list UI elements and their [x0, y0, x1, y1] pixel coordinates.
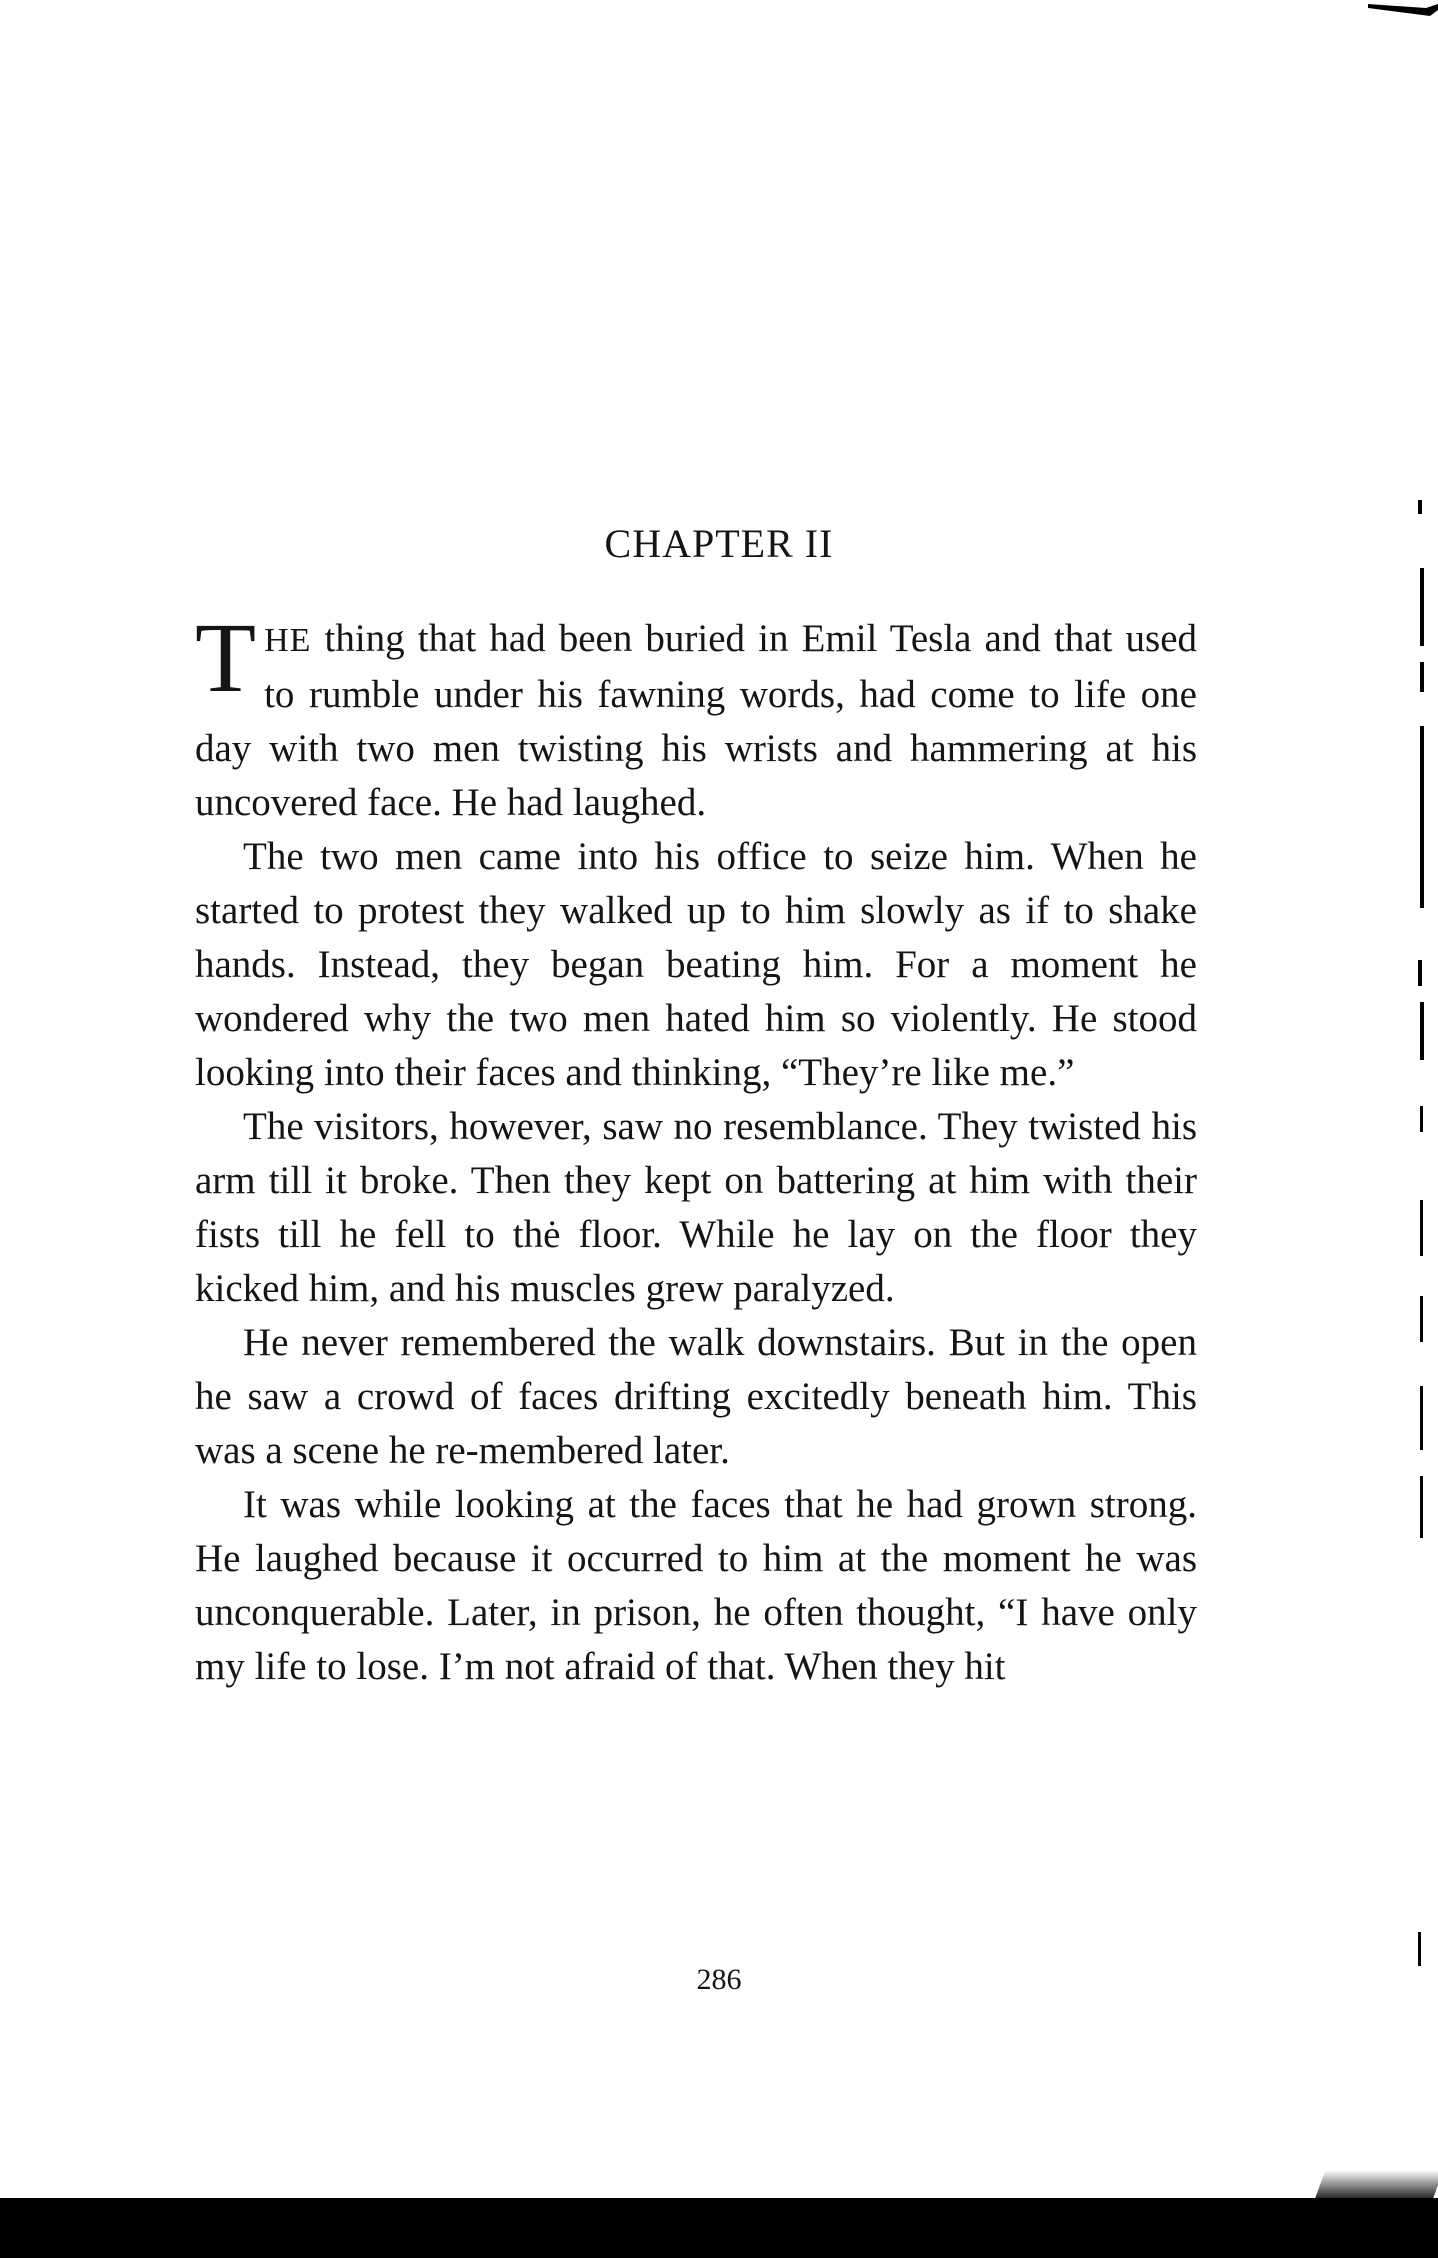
edge-scan-mark [1420, 726, 1424, 908]
chapter-body-text [195, 602, 1197, 1694]
edge-scan-mark [1420, 1386, 1423, 1450]
paragraph-text: thing that had been buried in Emil Tesla and that used to rumble under his fawning words, had come to life one day with two men twisting his wrists and hammering at his uncovered face. He had laughed. [195, 617, 1197, 824]
scan-bottom-edge [0, 2198, 1438, 2258]
edge-scan-mark [1420, 568, 1424, 646]
drop-cap: T [195, 602, 257, 713]
page-number: 286 [696, 1963, 742, 1996]
edge-scan-mark [1418, 500, 1422, 514]
edge-scan-mark [1420, 1200, 1423, 1256]
paragraph: He never remembered the walk downstairs. But in the open he saw a crowd of faces drifting excitedly beneath him. This was a scene he re-membered later. [195, 1321, 1197, 1472]
paragraph [195, 602, 1197, 830]
corner-scan-mark [1368, 0, 1438, 18]
edge-scan-mark [1420, 1296, 1423, 1342]
paragraph: It was while looking at the faces that he had grown strong. He laughed because it occurred to him at the moment he was unconquerable. Later, in prison, he often thought, “I have only my life to lose. I’m not afraid of that. When they hit [195, 1483, 1197, 1688]
edge-scan-mark [1420, 1476, 1423, 1538]
paragraph: The two men came into his office to seize him. When he started to protest they walked up to him slowly as if to shake hands. Instead, they began beating him. For a moment he wondered why the two men hated him so violently. He stood looking into their faces and thinking, “They’re like me.” [195, 835, 1197, 1094]
edge-scan-mark [1420, 1002, 1424, 1060]
edge-scan-mark [1420, 662, 1424, 692]
edge-scan-mark [1418, 1932, 1421, 1966]
edge-scan-mark [1420, 1106, 1423, 1132]
smallcaps-opening: HE [264, 622, 312, 659]
chapter-title: CHAPTER II [604, 521, 834, 566]
edge-scan-mark [1418, 960, 1422, 986]
paragraph: The visitors, however, saw no resemblance. They twisted his arm till it broke. Then they kept on battering at him with their fists till he fell to thė floor. While he lay on the floor they kicked him, and his muscles grew paralyzed. [195, 1105, 1197, 1310]
